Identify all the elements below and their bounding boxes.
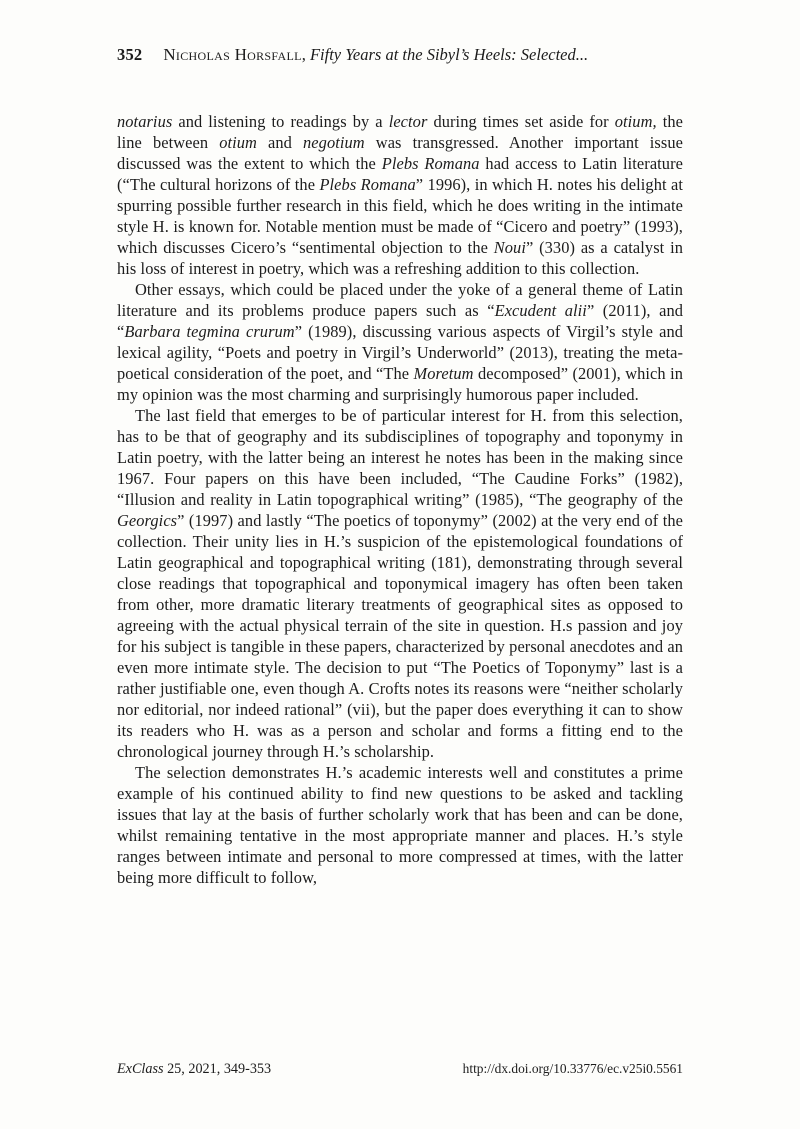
para-4 xyxy=(117,762,683,888)
text-run: the line between xyxy=(117,112,683,152)
para-1 xyxy=(117,111,683,279)
para-3 xyxy=(117,405,683,762)
text-run: and xyxy=(256,133,304,152)
text-run: ” (2011), and “ xyxy=(117,301,684,341)
text-run: ” 1996), in which H. notes his delight at spurring possible further research in this field, which he does writing in the intimate style H. is known for. Notable mention must be made of “Cicero and poetry” (1993), which discusses Cicero’s “sentimental objection to the xyxy=(117,175,683,257)
text-run: during times set aside for xyxy=(427,112,615,131)
page-footer xyxy=(117,1059,683,1079)
header-title: Fifty Years at the Sibyl’s Heels: Selected... xyxy=(309,45,589,64)
text-run: and listening to readings by a xyxy=(172,112,389,131)
text-run: decomposed” (2001), which in my opinion was the most charming and surprisingly humorous paper included. xyxy=(117,364,684,404)
italic-term: Plebs Romana xyxy=(381,154,480,173)
italic-term: Excudent alii xyxy=(494,301,587,320)
italic-term: Barbara tegmina crurum xyxy=(124,322,295,341)
italic-term: lector xyxy=(388,112,428,131)
journal-volume-year-pages: 25, 2021, 349-353 xyxy=(163,1061,272,1077)
italic-term: notarius xyxy=(117,112,173,131)
italic-term: Moretum xyxy=(413,364,474,383)
italic-term: Georgics xyxy=(117,511,178,530)
text-run: The last field that emerges to be of particular interest for H. from this selection, has to be that of geography and its subdisciplines of topography and toponymy in Latin poetry, with the latter being an interest he notes has been in the making since 1967. Four papers on this have been included, “The Caudine Forks” (1982), “Illusion and reality in Latin topographical writing” (1985), “The geography of the xyxy=(117,406,683,509)
para-2 xyxy=(117,279,683,405)
footer-doi-link[interactable]: http://dx.doi.org/10.33776/ec.v25i0.5561 xyxy=(462,1061,683,1076)
italic-term: Plebs Romana xyxy=(319,175,416,194)
italic-term: otium xyxy=(219,133,257,152)
text-run: had access to Latin literature (“The cultural horizons of the xyxy=(117,154,683,194)
journal-name: ExClass xyxy=(117,1061,164,1077)
page-number: 352 xyxy=(117,45,143,64)
text-run: was transgressed. Another important issue discussed was the extent to which the xyxy=(117,133,683,173)
text-run: ” (1997) and lastly “The poetics of toponymy” (2002) at the very end of the collection. Their unity lies in H.’s suspicion of the epistemological foundations of Latin geographical and topographical writing (181), demonstrating through several close readings that topographical and toponymical imagery has often been taken from other, more dramatic literary treatments of geographical sites as opposed to agreeing with the actual physical terrain of the site in question. H.s passion and joy for his subject is tangible in these papers, characterized by personal anecdotes and an even more intimate style. The decision to put “The Poetics of Toponymy” last is a rather justifiable one, even though A. Crofts notes its reasons were “neither scholarly nor editorial, nor indeed rational” (vii), but the paper does everything it can to show its readers who H. was as a person and scholar and forms a fitting end to the chronological journey through H.’s scholarship. xyxy=(117,511,683,761)
text-run: ” (330) as a catalyst in his loss of interest in poetry, which was a refreshing addition to this collection. xyxy=(117,238,683,278)
text-run: Other essays, which could be placed under the yoke of a general theme of Latin literature and its problems produce papers such as “ xyxy=(117,280,683,320)
running-header xyxy=(117,44,683,65)
italic-term: otium, xyxy=(614,112,657,131)
italic-term: Noui xyxy=(493,238,526,257)
italic-term: negotium xyxy=(303,133,365,152)
footer-citation xyxy=(117,1060,271,1079)
body-text-column xyxy=(117,111,683,888)
header-author: Nicholas Horsfall xyxy=(163,45,302,64)
text-run: ” (1989), discussing various aspects of Virgil’s style and lexical agility, “Poets and poetry in Virgil’s Underworld” (2013), treating the meta-poetical consideration of the poet, and “The xyxy=(117,322,683,383)
header-separator: , xyxy=(301,45,310,64)
text-run: The selection demonstrates H.’s academic interests well and constitutes a prime example of his continued ability to find new questions to be asked and tackling issues that lay at the basis of further scholarly work that has been and can be done, whilst remaining tentative in the most appropriate manner and places. H.’s style ranges between intimate and personal to more compressed at times, with the latter being more difficult to follow, xyxy=(117,763,683,887)
